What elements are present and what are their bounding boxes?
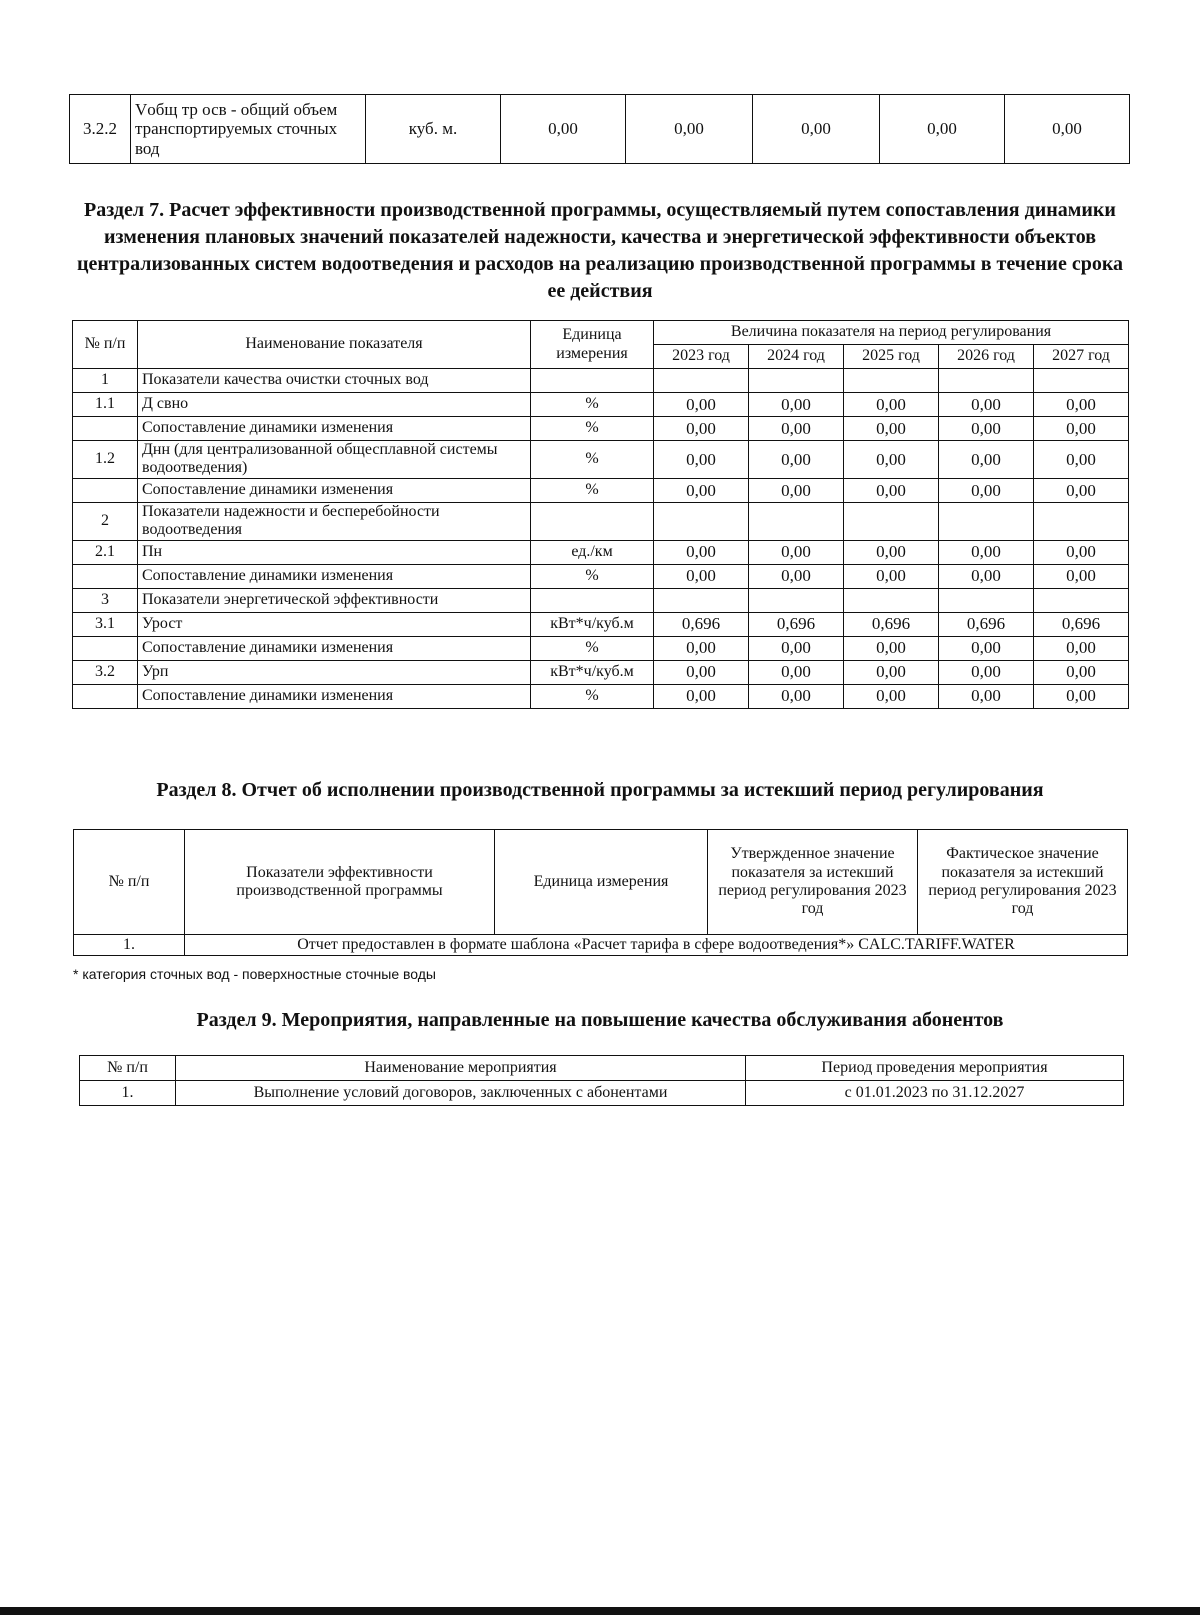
continuation-table bbox=[69, 94, 1130, 164]
value-cell: 0,00 bbox=[844, 417, 939, 441]
unit-cell: % bbox=[531, 564, 654, 588]
row-number: 3 bbox=[73, 588, 138, 612]
row-number: 1 bbox=[73, 369, 138, 393]
indicator-name: Д свно bbox=[138, 393, 531, 417]
table-row bbox=[73, 417, 1129, 441]
value-cell: 0,00 bbox=[1034, 564, 1129, 588]
unit-cell bbox=[531, 502, 654, 540]
value-cell bbox=[844, 502, 939, 540]
value-cell: 0,00 bbox=[844, 540, 939, 564]
table-row bbox=[73, 564, 1129, 588]
value-cell bbox=[844, 588, 939, 612]
value-cell: 0,00 bbox=[1034, 684, 1129, 708]
value-cell: 0,00 bbox=[749, 417, 844, 441]
page-bottom-edge bbox=[0, 1607, 1200, 1615]
report-note: Отчет предоставлен в формате шаблона «Расчет тарифа в сфере водоотведения*» CALC.TARIFF.WATER bbox=[185, 935, 1128, 956]
header-approved: Утвержденное значение показателя за истекший период регулирования 2023 год bbox=[708, 830, 918, 935]
value-cell: 0,00 bbox=[654, 417, 749, 441]
unit-cell: % bbox=[531, 636, 654, 660]
header-name: Наименование показателя bbox=[138, 321, 531, 369]
table-row bbox=[73, 540, 1129, 564]
value-cell: 0,00 bbox=[939, 684, 1034, 708]
unit-cell: кВт*ч/куб.м bbox=[531, 660, 654, 684]
value-cell: 0,00 bbox=[654, 441, 749, 479]
value-cell: 0,696 bbox=[749, 612, 844, 636]
value-cell bbox=[654, 588, 749, 612]
header-year: 2023 год bbox=[654, 345, 749, 369]
value-cell: 0,00 bbox=[1034, 478, 1129, 502]
header-period: Величина показателя на период регулирования bbox=[654, 321, 1129, 345]
row-number bbox=[73, 564, 138, 588]
indicator-name: Vобщ тр осв - общий объем транспортируемых сточных вод bbox=[131, 95, 366, 164]
header-num: № п/п bbox=[74, 830, 185, 935]
section-9-title: Раздел 9. Мероприятия, направленные на повышение качества обслуживания абонентов bbox=[196, 1009, 1004, 1031]
value-cell bbox=[1034, 502, 1129, 540]
value-cell: 0,00 bbox=[654, 684, 749, 708]
table-row bbox=[74, 935, 1128, 956]
unit-cell: % bbox=[531, 417, 654, 441]
row-number bbox=[73, 478, 138, 502]
header-year: 2027 год bbox=[1034, 345, 1129, 369]
value-cell: 0,00 bbox=[939, 636, 1034, 660]
indicator-name: Урост bbox=[138, 612, 531, 636]
value-cell: 0,00 bbox=[844, 441, 939, 479]
unit-cell: % bbox=[531, 478, 654, 502]
value-cell: 0,00 bbox=[880, 95, 1005, 164]
value-cell: 0,00 bbox=[654, 540, 749, 564]
table-row bbox=[73, 684, 1129, 708]
indicator-name: Сопоставление динамики изменения bbox=[138, 478, 531, 502]
value-cell bbox=[939, 369, 1034, 393]
header-num: № п/п bbox=[73, 321, 138, 369]
header-name: Наименование мероприятия bbox=[176, 1056, 746, 1081]
indicator-name: Сопоставление динамики изменения bbox=[138, 564, 531, 588]
row-number: 3.2 bbox=[73, 660, 138, 684]
row-number: 2 bbox=[73, 502, 138, 540]
value-cell: 0,00 bbox=[626, 95, 753, 164]
value-cell bbox=[654, 502, 749, 540]
header-row bbox=[80, 1056, 1124, 1081]
table-row bbox=[73, 441, 1129, 479]
indicator-name: Сопоставление динамики изменения bbox=[138, 636, 531, 660]
value-cell: 0,00 bbox=[1005, 95, 1130, 164]
row-number: 2.1 bbox=[73, 540, 138, 564]
row-number: 1.1 bbox=[73, 393, 138, 417]
value-cell: 0,00 bbox=[749, 478, 844, 502]
indicator-name: Показатели надежности и бесперебойности водоотведения bbox=[138, 502, 531, 540]
value-cell: 0,696 bbox=[654, 612, 749, 636]
row-number bbox=[73, 636, 138, 660]
unit-cell: % bbox=[531, 441, 654, 479]
value-cell: 0,00 bbox=[844, 393, 939, 417]
value-cell: 0,00 bbox=[749, 660, 844, 684]
value-cell: 0,00 bbox=[749, 564, 844, 588]
value-cell bbox=[749, 369, 844, 393]
row-number: 1. bbox=[80, 1081, 176, 1106]
value-cell: 0,00 bbox=[654, 564, 749, 588]
value-cell bbox=[939, 588, 1034, 612]
value-cell: 0,00 bbox=[939, 478, 1034, 502]
section-7-title: Раздел 7. Расчет эффективности производственной программы, осуществляемый путем сопоставления динамики изменения плановых значений показателей надежности, качества и энергетической эффективности объектов централизованных систем водоотведения и расходов на реализацию производственной программы в течение срока ее действия bbox=[76, 199, 1124, 302]
value-cell: 0,00 bbox=[749, 684, 844, 708]
section-9-table bbox=[79, 1055, 1124, 1106]
table-row bbox=[73, 588, 1129, 612]
value-cell: 0,696 bbox=[939, 612, 1034, 636]
unit-cell bbox=[531, 588, 654, 612]
header-actual: Фактическое значение показателя за истекший период регулирования 2023 год bbox=[918, 830, 1128, 935]
indicator-name: Урп bbox=[138, 660, 531, 684]
section-7-table bbox=[72, 320, 1129, 709]
header-year: 2025 год bbox=[844, 345, 939, 369]
value-cell bbox=[654, 369, 749, 393]
value-cell: 0,00 bbox=[749, 393, 844, 417]
value-cell: 0,00 bbox=[939, 660, 1034, 684]
header-period: Период проведения мероприятия bbox=[746, 1056, 1124, 1081]
value-cell: 0,00 bbox=[844, 684, 939, 708]
value-cell: 0,00 bbox=[749, 441, 844, 479]
value-cell: 0,696 bbox=[1034, 612, 1129, 636]
indicator-name: Пн bbox=[138, 540, 531, 564]
unit-cell: куб. м. bbox=[366, 95, 501, 164]
value-cell: 0,00 bbox=[753, 95, 880, 164]
event-name: Выполнение условий договоров, заключенных с абонентами bbox=[176, 1081, 746, 1106]
value-cell bbox=[1034, 588, 1129, 612]
value-cell bbox=[1034, 369, 1129, 393]
value-cell: 0,00 bbox=[654, 393, 749, 417]
value-cell: 0,696 bbox=[844, 612, 939, 636]
value-cell: 0,00 bbox=[1034, 417, 1129, 441]
table-row bbox=[73, 660, 1129, 684]
header-name: Показатели эффективности производственной программы bbox=[185, 830, 495, 935]
row-number: 1.2 bbox=[73, 441, 138, 479]
header-unit: Единица измерения bbox=[531, 321, 654, 369]
section-8-table bbox=[73, 829, 1128, 956]
header-unit: Единица измерения bbox=[495, 830, 708, 935]
unit-cell: % bbox=[531, 684, 654, 708]
event-period: с 01.01.2023 по 31.12.2027 bbox=[746, 1081, 1124, 1106]
row-number: 3.2.2 bbox=[70, 95, 131, 164]
value-cell bbox=[844, 369, 939, 393]
header-num: № п/п bbox=[80, 1056, 176, 1081]
row-number bbox=[73, 417, 138, 441]
table-row bbox=[73, 393, 1129, 417]
table-row bbox=[70, 95, 1130, 164]
value-cell: 0,00 bbox=[939, 441, 1034, 479]
value-cell: 0,00 bbox=[844, 478, 939, 502]
value-cell bbox=[749, 588, 844, 612]
value-cell: 0,00 bbox=[939, 564, 1034, 588]
table-row bbox=[73, 369, 1129, 393]
indicator-name: Показатели качества очистки сточных вод bbox=[138, 369, 531, 393]
header-year: 2026 год bbox=[939, 345, 1034, 369]
value-cell: 0,00 bbox=[844, 564, 939, 588]
indicator-name: Сопоставление динамики изменения bbox=[138, 417, 531, 441]
header-year: 2024 год bbox=[749, 345, 844, 369]
value-cell: 0,00 bbox=[654, 660, 749, 684]
footnote: * категория сточных вод - поверхностные сточные воды bbox=[73, 966, 436, 982]
table-row bbox=[73, 612, 1129, 636]
value-cell: 0,00 bbox=[1034, 393, 1129, 417]
table-row bbox=[73, 478, 1129, 502]
value-cell: 0,00 bbox=[1034, 540, 1129, 564]
value-cell: 0,00 bbox=[844, 636, 939, 660]
value-cell bbox=[939, 502, 1034, 540]
unit-cell: кВт*ч/куб.м bbox=[531, 612, 654, 636]
indicator-name: Показатели энергетической эффективности bbox=[138, 588, 531, 612]
unit-cell bbox=[531, 369, 654, 393]
section-8-title: Раздел 8. Отчет об исполнении производственной программы за истекший период регулирования bbox=[156, 779, 1044, 801]
value-cell: 0,00 bbox=[844, 660, 939, 684]
value-cell: 0,00 bbox=[939, 417, 1034, 441]
value-cell: 0,00 bbox=[1034, 441, 1129, 479]
header-row bbox=[74, 830, 1128, 935]
value-cell: 0,00 bbox=[1034, 636, 1129, 660]
value-cell: 0,00 bbox=[939, 393, 1034, 417]
value-cell: 0,00 bbox=[1034, 660, 1129, 684]
row-number: 1. bbox=[74, 935, 185, 956]
table-row bbox=[73, 502, 1129, 540]
value-cell: 0,00 bbox=[654, 478, 749, 502]
header-row bbox=[73, 321, 1129, 345]
value-cell: 0,00 bbox=[749, 636, 844, 660]
row-number bbox=[73, 684, 138, 708]
value-cell bbox=[749, 502, 844, 540]
value-cell: 0,00 bbox=[749, 540, 844, 564]
row-number: 3.1 bbox=[73, 612, 138, 636]
unit-cell: % bbox=[531, 393, 654, 417]
unit-cell: ед./км bbox=[531, 540, 654, 564]
value-cell: 0,00 bbox=[654, 636, 749, 660]
value-cell: 0,00 bbox=[501, 95, 626, 164]
indicator-name: Днн (для централизованной общесплавной системы водоотведения) bbox=[138, 441, 531, 479]
table-row bbox=[80, 1081, 1124, 1106]
value-cell: 0,00 bbox=[939, 540, 1034, 564]
table-row bbox=[73, 636, 1129, 660]
indicator-name: Сопоставление динамики изменения bbox=[138, 684, 531, 708]
